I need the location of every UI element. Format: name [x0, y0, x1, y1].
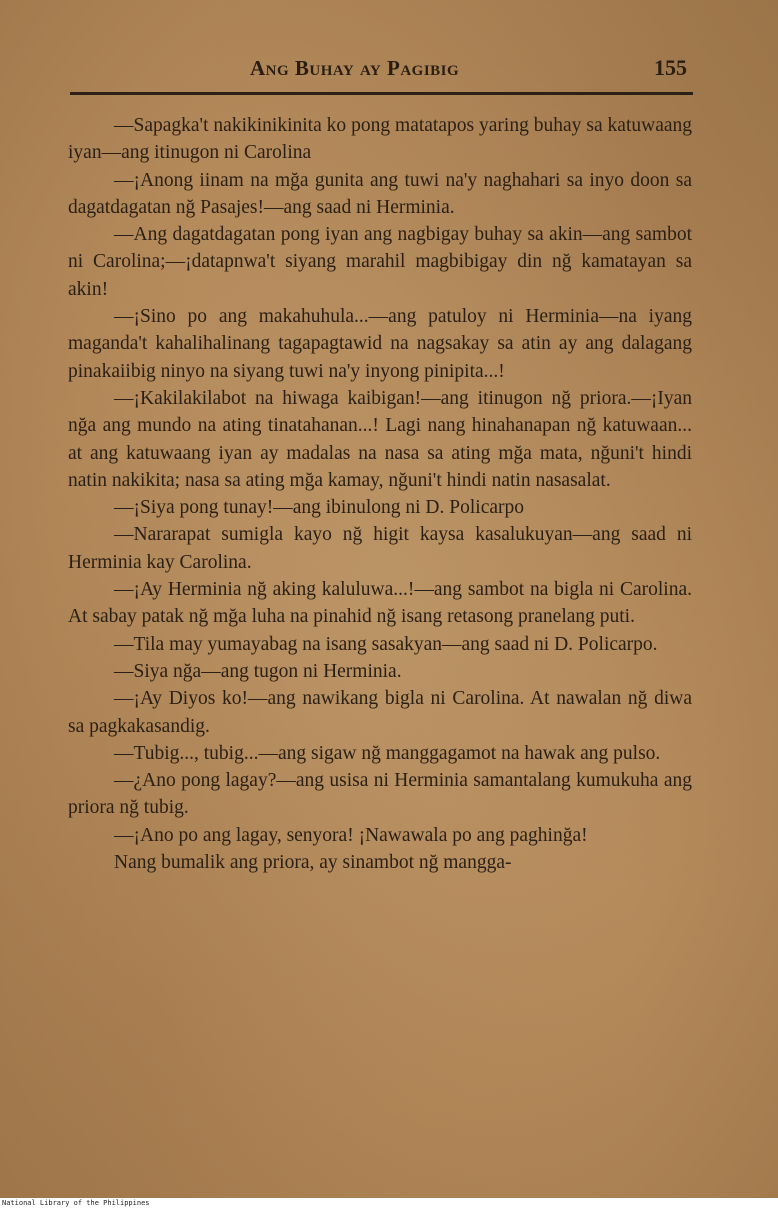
paragraph: —Nararapat sumigla kayo nğ higit kaysa kasalukuyan—ang saad ni Herminia kay Carolina. [68, 524, 692, 573]
paragraph: —¡Sino po ang makahuhula...—ang patuloy ni Herminia—na iyang maganda't kahalihalinang tagapagtawid na nagsakay sa atin ay ang dalagang pinakaiibig ninyo na siyang tuwi na'y inyong pinipita...! [68, 306, 692, 382]
library-credit: National Library of the Philippines [2, 1199, 150, 1207]
paragraph: —¡Kakilakilabot na hiwaga kaibigan!—ang itinugon nğ priora.—¡Iyan nğa ang mundo na ating tinatahanan...! Lagi nang hinahanapan nğ katuwaan... at ang katuwaang iyan ay madalas na nasa sa ating mğa mata, nğuni't hindi natin nakikita; nasa sa ating mğa kamay, nğuni't hindi natin nasasalat. [68, 387, 692, 491]
paragraph: —¡Anong iinam na mğa gunita ang tuwi na'y naghahari sa inyo doon sa dagatdagatan nğ Pasajes!—ang saad ni Herminia. [68, 169, 692, 218]
paragraph: —Sapagka't nakikinikinita ko pong matatapos yaring buhay sa katuwaang iyan—ang itinugon ni Carolina [68, 115, 692, 164]
running-title: Ang Buhay ay Pagibig [250, 56, 460, 80]
paragraph: —¡Ay Diyos ko!—ang nawikang bigla ni Carolina. At nawalan nğ diwa sa pagkakasandig. [68, 688, 692, 737]
page-body [68, 112, 692, 876]
page-number: 155 [654, 55, 687, 80]
paragraph: —¿Ano pong lagay?—ang usisa ni Herminia samantalang kumukuha ang priora nğ tubig. [68, 770, 692, 819]
paragraph: —Tila may yumayabag na isang sasakyan—ang saad ni D. Policarpo. [114, 633, 658, 655]
page-header [0, 52, 778, 86]
paragraph: —¡Siya pong tunay!—ang ibinulong ni D. Policarpo [114, 497, 524, 519]
paragraph: —¡Ay Herminia nğ aking kaluluwa...!—ang sambot na bigla ni Carolina. At sabay patak nğ mğa luha na pinahid nğ isang retasong pranelang puti. [68, 579, 692, 628]
paragraph: —Siya nğa—ang tugon ni Herminia. [114, 660, 402, 682]
paragraph: —Ang dagatdagatan pong iyan ang nagbigay buhay sa akin—ang sambot ni Carolina;—¡datapnwa't siyang marahil magbibigay din nğ kamatayan sa akin! [68, 224, 692, 300]
paragraph: Nang bumalik ang priora, ay sinambot nğ mangga- [114, 852, 512, 874]
header-rule [70, 92, 693, 95]
paragraph: —Tubig..., tubig...—ang sigaw nğ manggagamot na hawak ang pulso. [114, 742, 661, 764]
paragraph: —¡Ano po ang lagay, senyora! ¡Nawawala po ang paghinğa! [114, 824, 588, 846]
